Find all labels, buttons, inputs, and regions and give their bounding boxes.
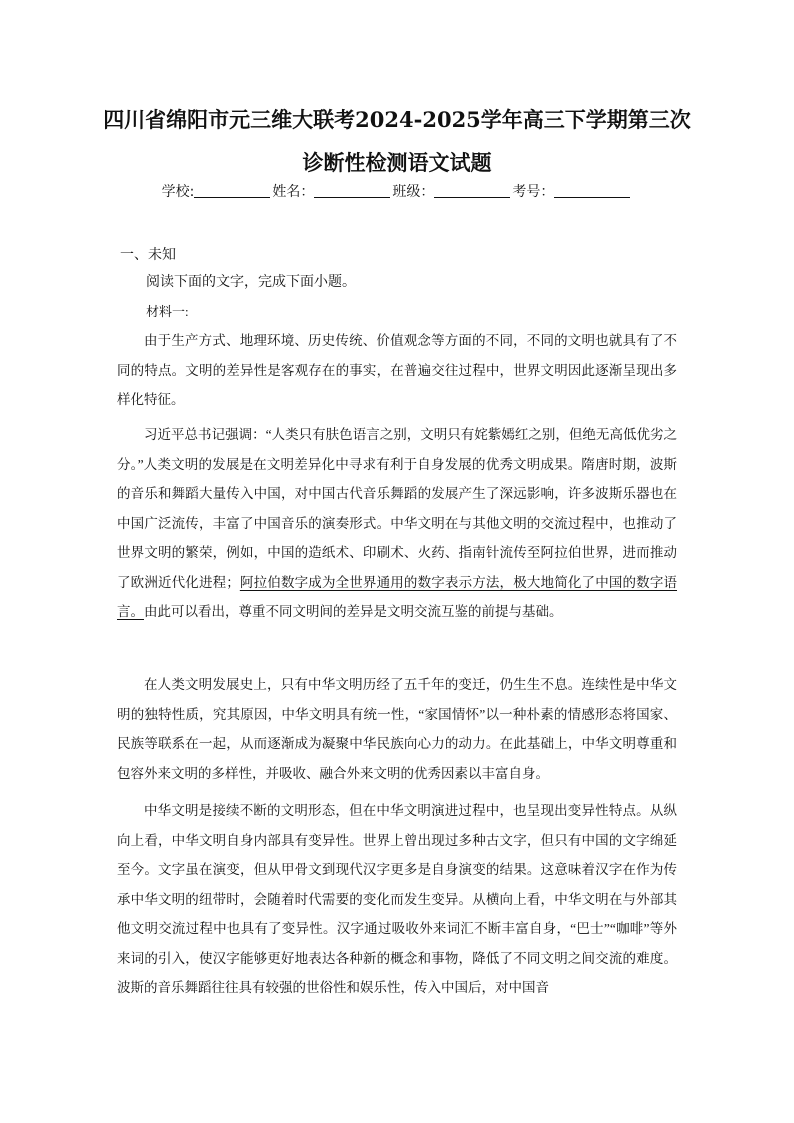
paragraph-2-underlined-sentence: 阿拉伯数字成为全世界通用的数字表示方法，极大地简化了中国的数字语言。 (117, 574, 678, 619)
paragraph-3: 在人类文明发展史上，只有中华文明历经了五千年的变迁，仍生生不息。连续性是中华文明的独特性质，究其原因，中华文明具有统一性，“家国情怀”以一种朴素的情感形态将国家、民族等联系在一起，从而逐渐成为凝聚中华民族向心力的动力。在此基础上，中华文明尊重和包容外来文明的多样性，并吸收、融合外来文明的优秀因素以丰富自身。 (117, 677, 677, 781)
class-label: 班级： (392, 184, 435, 200)
material-label: 材料一: (146, 304, 189, 319)
section-heading: 一、未知 (120, 247, 176, 263)
student-info-row (0, 181, 794, 201)
instruction-text: 阅读下面的文字，完成下面小题。 (146, 274, 356, 290)
class-blank[interactable] (434, 183, 510, 198)
paragraph-2-text-b: 由此可以看出，尊重不同文明间的差异是文明交流互鉴的前提与基础。 (144, 604, 563, 619)
paragraph-1: 由于生产方式、地理环境、历史传统、价值观念等方面的不同，不同的文明也就具有了不同的特点。文明的差异性是客观存在的事实，在普遍交往过程中，世界文明因此逐渐呈现出多样化特征。 (117, 333, 677, 407)
paragraph-4: 中华文明是接续不断的文明形态，但在中华文明演进过程中，也呈现出变异性特点。从纵向上看，中华文明自身内部具有变异性。世界上曾出现过多种古文字，但只有中国的文字绵延至今。文字虽在演变，但从甲骨文到现代汉字更多是自身演变的结果。这意味着汉字在作为传承中华文明的纽带时，会随着时代需要的变化而发生变异。从横向上看，中华文明在与外部其他文明交流过程中也具有了变异性。汉字通过吸收外来词汇不断丰富自身，“巴士”“咖啡”等外来词的引入，使汉字能够更好地表达各种新的概念和事物，降低了不同文明之间交流的难度。波斯的音乐舞蹈往往具有较强的世俗性和娱乐性，传入中国后，对中国音 (117, 803, 677, 995)
paragraph-2 (117, 420, 677, 627)
exam-number-blank[interactable] (554, 183, 630, 198)
page-title-line2: 诊断性检测语文试题 (302, 150, 492, 175)
paragraph-2-text-a: 习近平总书记强调：“人类只有肤色语言之别，文明只有姹紫嫣红之别，但绝无高低优劣之分。”人类文明的发展是在文明差异化中寻求有利于自身发展的优秀文明成果。隋唐时期，波斯的音乐和舞蹈大量传入中国，对中国古代音乐舞蹈的发展产生了深远影响，许多波斯乐器也在中国广泛流传，丰富了中国音乐的演奏形式。中华文明在与其他文明的交流过程中，也推动了世界文明的繁荣，例如，中国的造纸术、印刷术、火药、指南针流传至阿拉伯世界，进而推动了欧洲近代化进程； (117, 427, 677, 590)
page-title-line1: 四川省绵阳市元三维大联考2024-2025学年高三下学期第三次 (103, 107, 691, 132)
exam-number-label: 考号： (512, 184, 555, 200)
name-blank[interactable] (314, 183, 390, 198)
name-label: 姓名： (272, 184, 315, 200)
school-label: 学校: (161, 184, 195, 200)
school-blank[interactable] (194, 183, 270, 198)
